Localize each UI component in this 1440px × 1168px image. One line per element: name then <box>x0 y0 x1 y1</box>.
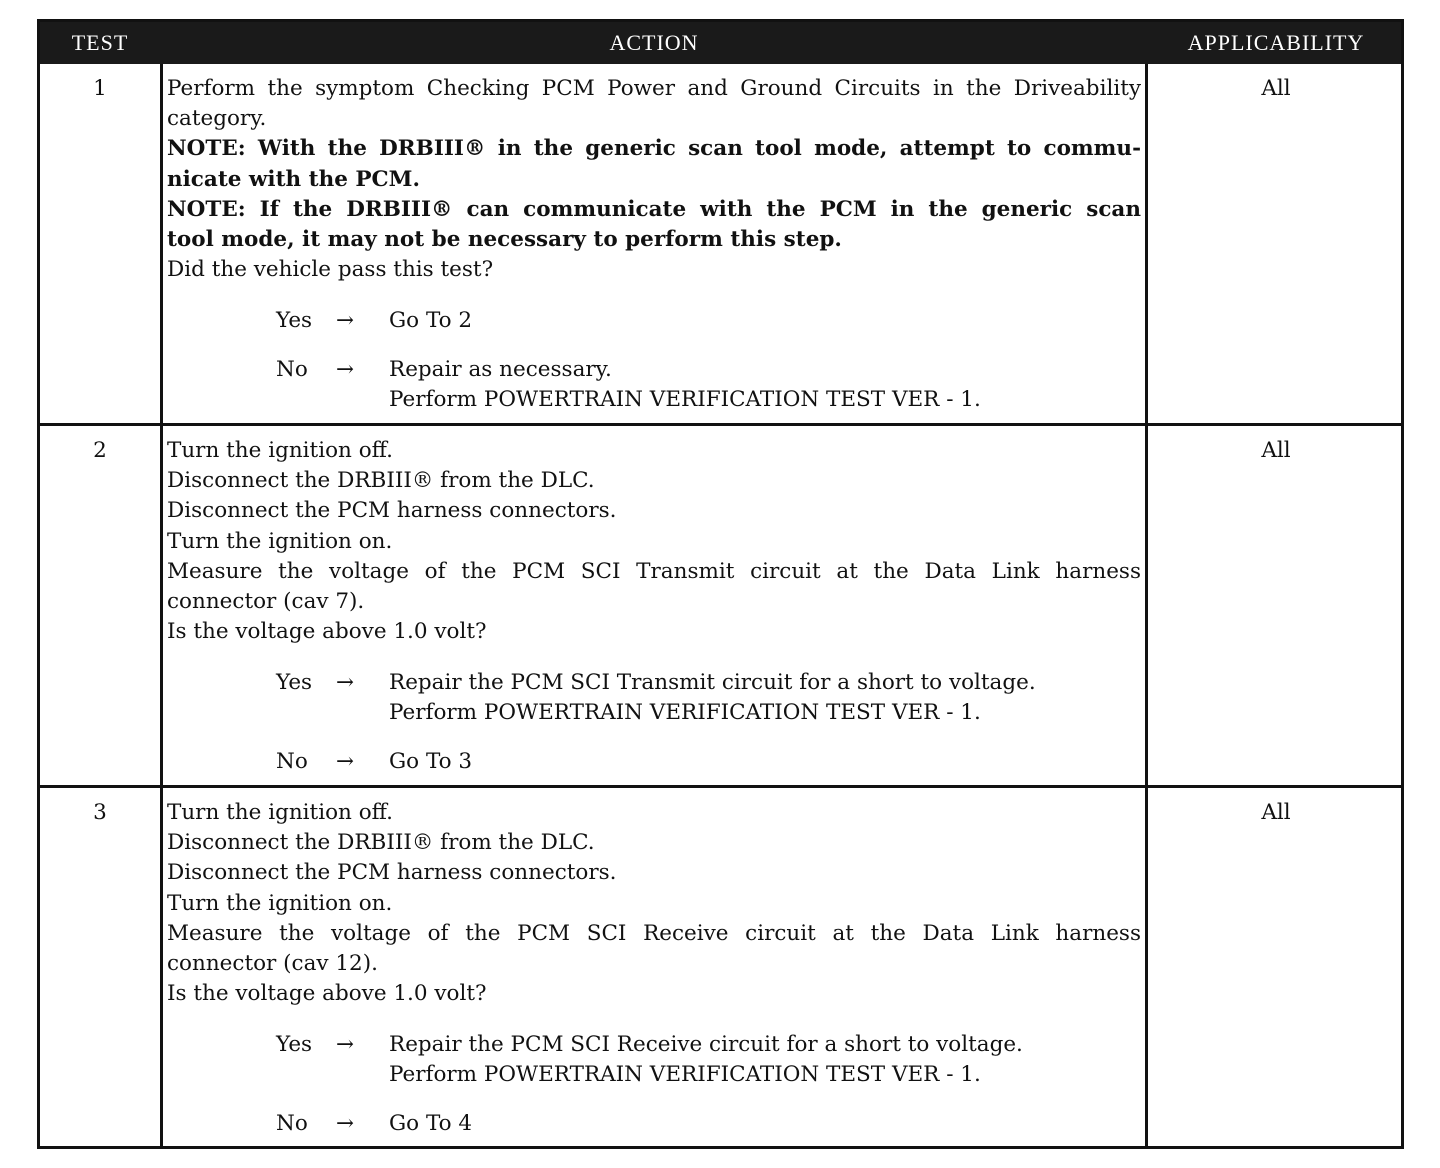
table-header <box>40 22 1401 64</box>
action-line: connector (cav 7). <box>167 589 365 615</box>
table-row <box>40 426 1401 788</box>
applicability-cell: All <box>1261 800 1291 825</box>
note-line: NOTE: If the DRBIII® can communicate with the PCM in the generic scan <box>167 196 1141 222</box>
note-line: NOTE: With the DRBIII® in the generic scan tool mode, attempt to commu- <box>167 136 1141 162</box>
branch-result <box>389 1109 472 1139</box>
action-line: Disconnect the DRBIII® from the DLC. <box>167 468 595 494</box>
answer-no: No <box>276 749 308 774</box>
result-line: Perform POWERTRAIN VERIFICATION TEST VER - 1. <box>389 700 981 726</box>
result-line: Perform POWERTRAIN VERIFICATION TEST VER - 1. <box>389 387 981 413</box>
action-line: connector (cav 12). <box>167 951 378 977</box>
note-line: tool mode, it may not be necessary to perform this step. <box>167 227 842 253</box>
branch-result <box>389 306 472 336</box>
result-line: Go To 3 <box>389 749 473 774</box>
question-line: Is the voltage above 1.0 volt? <box>167 981 487 1007</box>
note-line: nicate with the PCM. <box>167 166 420 192</box>
answer-yes: Yes <box>276 1032 313 1057</box>
action-line: Disconnect the DRBIII® from the DLC. <box>167 830 595 856</box>
result-line: Repair as necessary. <box>389 357 612 382</box>
arrow-icon: → <box>336 1032 355 1057</box>
answer-yes: Yes <box>276 670 313 695</box>
arrow-icon: → <box>336 670 355 695</box>
arrow-icon: → <box>336 357 355 382</box>
result-line: Repair the PCM SCI Transmit circuit for a short to voltage. <box>389 670 1036 695</box>
test-number: 2 <box>93 438 107 463</box>
table-row <box>40 64 1401 426</box>
applicability-cell: All <box>1261 438 1291 463</box>
action-line: Turn the ignition off. <box>167 438 393 463</box>
test-number: 1 <box>93 76 107 101</box>
arrow-icon: → <box>336 308 355 333</box>
result-line: Perform POWERTRAIN VERIFICATION TEST VER - 1. <box>389 1062 981 1088</box>
action-line: Turn the ignition on. <box>167 528 393 554</box>
action-line: category. <box>167 106 267 132</box>
test-number: 3 <box>93 800 107 825</box>
action-cell <box>167 64 1141 413</box>
table-row <box>40 788 1401 1146</box>
action-line: Turn the ignition off. <box>167 800 393 825</box>
action-line: Perform the symptom Checking PCM Power and Ground Circuits in the Driveability <box>167 76 1141 101</box>
question-line: Did the vehicle pass this test? <box>167 257 494 283</box>
arrow-icon: → <box>336 1111 355 1136</box>
action-cell <box>167 426 1141 774</box>
result-line: Go To 4 <box>389 1111 473 1136</box>
header-applicability: APPLICABILITY <box>1187 30 1365 55</box>
branch-result <box>389 668 1036 728</box>
result-line: Repair the PCM SCI Receive circuit for a short to voltage. <box>389 1032 1023 1057</box>
header-test: TEST <box>71 30 129 55</box>
action-line: Disconnect the PCM harness connectors. <box>167 498 617 524</box>
header-action: ACTION <box>609 30 699 55</box>
arrow-icon: → <box>336 749 355 774</box>
answer-no: No <box>276 357 308 382</box>
diagnostic-test-table <box>37 19 1404 1149</box>
action-line: Turn the ignition on. <box>167 890 393 916</box>
answer-yes: Yes <box>276 308 313 333</box>
branch-result <box>389 747 472 777</box>
question-line: Is the voltage above 1.0 volt? <box>167 619 487 645</box>
branch-result <box>389 355 981 415</box>
action-line: Measure the voltage of the PCM SCI Receive circuit at the Data Link harness <box>167 920 1141 946</box>
applicability-cell: All <box>1261 76 1291 101</box>
result-line: Go To 2 <box>389 308 473 333</box>
answer-no: No <box>276 1111 308 1136</box>
action-cell <box>167 788 1141 1136</box>
branch-result <box>389 1030 1023 1090</box>
action-line: Disconnect the PCM harness connectors. <box>167 860 617 886</box>
action-line: Measure the voltage of the PCM SCI Transmit circuit at the Data Link harness <box>167 558 1141 584</box>
